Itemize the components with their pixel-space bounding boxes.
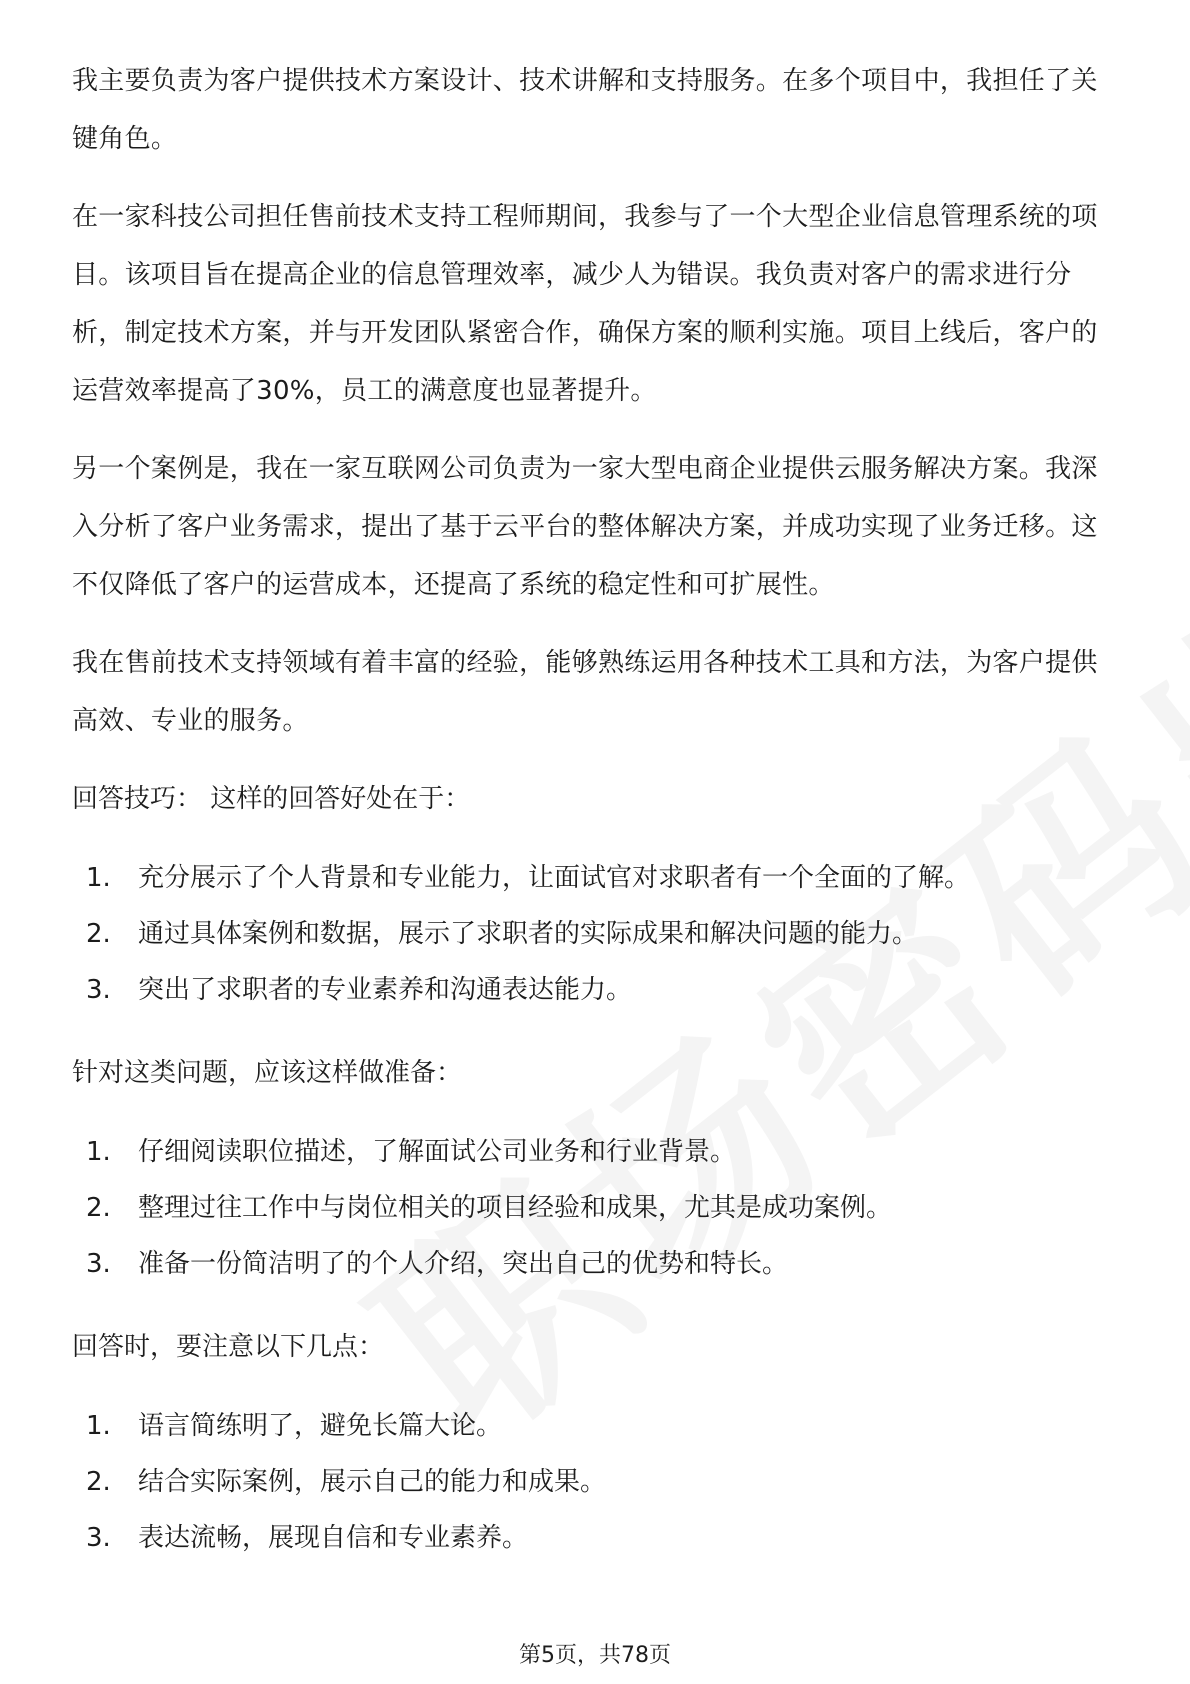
paragraph: 在一家科技公司担任售前技术支持工程师期间，我参与了一个大型企业信息管理系统的项目。该项目旨在提高企业的信息管理效率，减少人为错误。我负责对客户的需求进行分析，制定技术方案，并与开发团队紧密合作，确保方案的顺利实施。项目上线后，客户的运营效率提高了30%，员工的满意度也显著提升。 (72, 202, 1098, 406)
list-number: 2. (86, 1467, 111, 1497)
list-item-text: 通过具体案例和数据，展示了求职者的实际成果和解决问题的能力。 (138, 919, 919, 949)
paragraph: 我在售前技术支持领域有着丰富的经验，能够熟练运用各种技术工具和方法，为客户提供高效、专业的服务。 (72, 648, 1098, 736)
list-item (72, 1398, 1117, 1454)
list-item (72, 962, 1117, 1018)
page-number: 第5页，共78页 (519, 1643, 671, 1668)
list-number: 3. (86, 975, 111, 1005)
list-number: 3. (86, 1523, 111, 1553)
list-item (72, 906, 1117, 962)
numbered-list (72, 1124, 1117, 1292)
list-item-text: 准备一份简洁明了的个人介绍，突出自己的优势和特长。 (138, 1249, 789, 1279)
list-item (72, 1236, 1117, 1292)
list-item-text: 语言简练明了，避免长篇大论。 (138, 1411, 503, 1441)
list-number: 2. (86, 919, 111, 949)
list-number: 1. (86, 1411, 111, 1441)
numbered-list (72, 1398, 1117, 1566)
list-item-text: 整理过往工作中与岗位相关的项目经验和成果，尤其是成功案例。 (138, 1193, 893, 1223)
numbered-list (72, 850, 1117, 1018)
list-item-text: 突出了求职者的专业素养和沟通表达能力。 (138, 975, 633, 1005)
list-item-text: 仔细阅读职位描述，了解面试公司业务和行业背景。 (138, 1137, 737, 1167)
list-item (72, 1454, 1117, 1510)
list-item (72, 1180, 1117, 1236)
list-item-text: 充分展示了个人背景和专业能力，让面试官对求职者有一个全面的了解。 (138, 863, 971, 893)
paragraph: 另一个案例是，我在一家互联网公司负责为一家大型电商企业提供云服务解决方案。我深入分析了客户业务需求，提出了基于云平台的整体解决方案，并成功实现了业务迁移。这不仅降低了客户的运营成本，还提高了系统的稳定性和可扩展性。 (72, 454, 1098, 600)
list-number: 1. (86, 1137, 111, 1167)
list-number: 3. (86, 1249, 111, 1279)
section-heading: 回答时，要注意以下几点： (72, 1332, 385, 1362)
list-item (72, 1124, 1117, 1180)
list-number: 1. (86, 863, 111, 893)
list-item-text: 表达流畅，展现自信和专业素养。 (138, 1523, 529, 1553)
section-heading: 回答技巧： 这样的回答好处在于： (72, 784, 471, 814)
list-number: 2. (86, 1193, 111, 1223)
list-item (72, 1510, 1117, 1566)
paragraph: 我主要负责为客户提供技术方案设计、技术讲解和支持服务。在多个项目中，我担任了关键角色。 (72, 66, 1098, 154)
section-heading: 针对这类问题，应该这样做准备： (72, 1058, 463, 1088)
document-body (72, 52, 1117, 1592)
list-item (72, 850, 1117, 906)
list-item-text: 结合实际案例，展示自己的能力和成果。 (138, 1467, 607, 1497)
